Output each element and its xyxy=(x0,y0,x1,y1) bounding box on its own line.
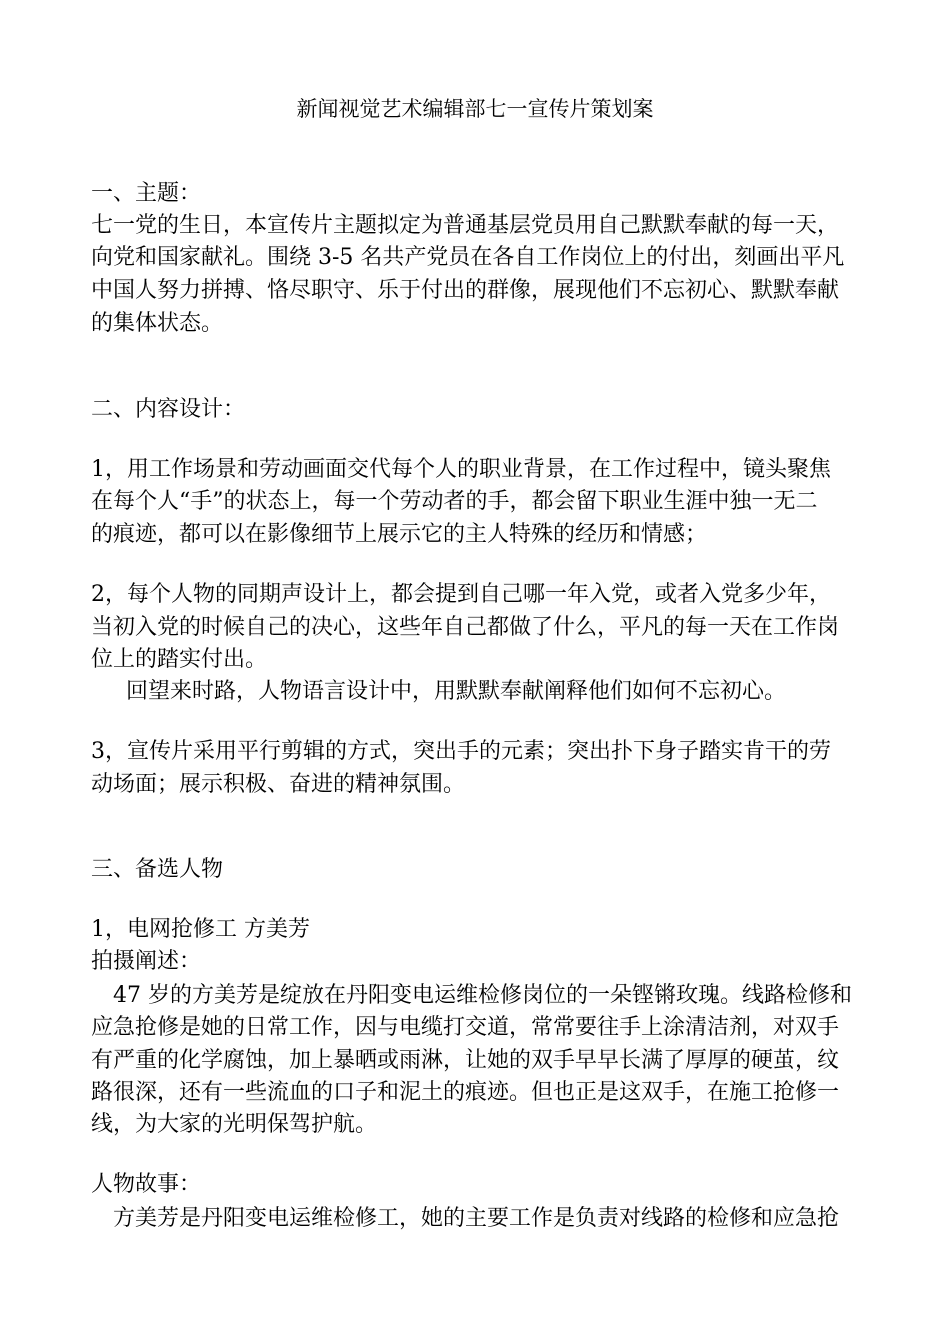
paragraph-line: 应急抢修是她的日常工作，因与电缆打交道，常常要往手上涂清洁剂，对双手 xyxy=(91,1015,840,1040)
section-heading-candidates: 三、备选人物 xyxy=(91,857,224,882)
paragraph-line: 七一党的生日，本宣传片主题拟定为普通基层党员用自己默默奉献的每一天， xyxy=(91,213,840,238)
subheading-character-story: 人物故事： xyxy=(91,1172,202,1197)
paragraph-line: 动场面；展示积极、奋进的精神氛围。 xyxy=(91,772,466,797)
paragraph-line: 1，用工作场景和劳动画面交代每个人的职业背景，在工作过程中，镜头聚焦 xyxy=(91,457,831,482)
section-heading-theme: 一、主题： xyxy=(91,181,202,206)
paragraph-line-indented: 回望来时路，人物语言设计中，用默默奉献阐释他们如何不忘初心。 xyxy=(126,679,787,704)
paragraph-line: 的集体状态。 xyxy=(91,311,224,336)
paragraph-line: 路很深，还有一些流血的口子和泥土的痕迹。但也正是这双手，在施工抢修一 xyxy=(91,1080,840,1105)
paragraph-line: 的痕迹，都可以在影像细节上展示它的主人特殊的经历和情感； xyxy=(91,522,708,547)
candidate-heading: 1，电网抢修工 方美芳 xyxy=(91,917,310,942)
section-heading-content: 二、内容设计： xyxy=(91,397,246,422)
paragraph-line-indented: 方美芳是丹阳变电运维检修工，她的主要工作是负责对线路的检修和应急抢 xyxy=(113,1206,840,1231)
paragraph-line: 向党和国家献礼。围绕 3-5 名共产党员在各自工作岗位上的付出，刻画出平凡 xyxy=(91,245,845,270)
paragraph-line: 线，为大家的光明保驾护航。 xyxy=(91,1112,378,1137)
paragraph-line: 有严重的化学腐蚀，加上暴晒或雨淋，让她的双手早早长满了厚厚的硬茧，纹 xyxy=(91,1048,840,1073)
paragraph-line: 3，宣传片采用平行剪辑的方式，突出手的元素；突出扑下身子踏实肯干的劳 xyxy=(91,739,831,764)
paragraph-line: 2，每个人物的同期声设计上，都会提到自己哪一年入党，或者入党多少年， xyxy=(91,582,831,607)
paragraph-line: 位上的踏实付出。 xyxy=(91,647,268,672)
paragraph-line-indented: 47 岁的方美芳是绽放在丹阳变电运维检修岗位的一朵铿锵玫瑰。线路检修和 xyxy=(113,983,852,1008)
document-title: 新闻视觉艺术编辑部七一宣传片策划案 xyxy=(296,97,654,121)
paragraph-line: 在每个人“手”的状态上，每一个劳动者的手，都会留下职业生涯中独一无二 xyxy=(91,489,818,514)
subheading-shooting-description: 拍摄阐述： xyxy=(91,949,202,974)
paragraph-line: 当初入党的时候自己的决心，这些年自己都做了什么，平凡的每一天在工作岗 xyxy=(91,615,840,640)
paragraph-line: 中国人努力拼搏、恪尽职守、乐于付出的群像，展现他们不忘初心、默默奉献 xyxy=(91,278,840,303)
